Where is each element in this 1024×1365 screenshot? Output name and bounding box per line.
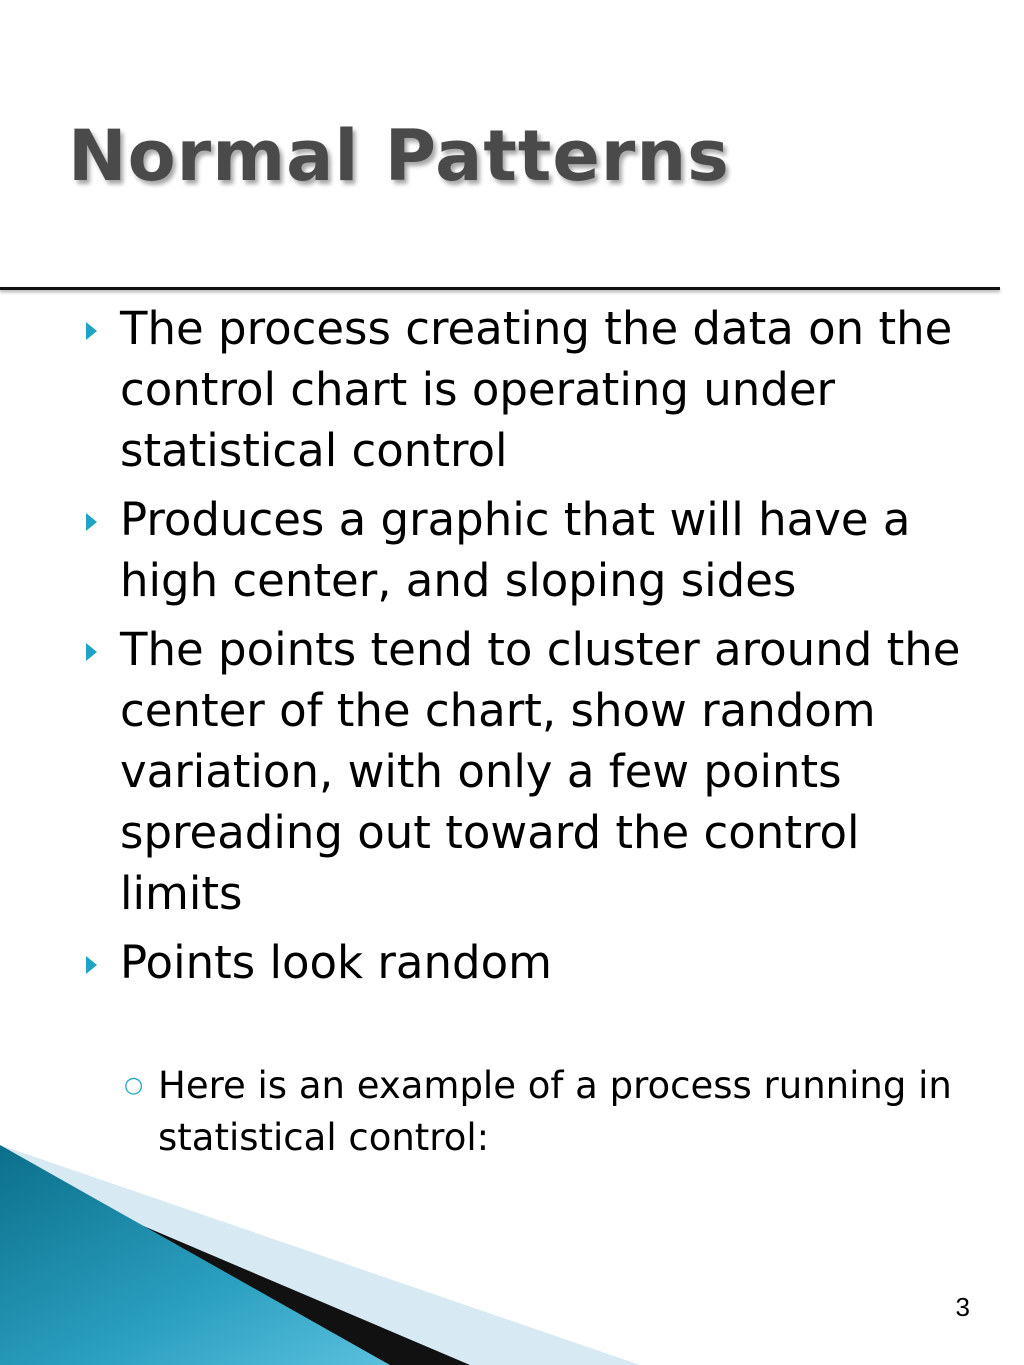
triangle-right-icon <box>86 956 97 974</box>
title-divider <box>0 287 1000 290</box>
sub-bullet-text: Here is an example of a process running in statistical control: <box>158 1064 952 1159</box>
bullet-text: Produces a graphic that will have a high center, and sloping sides <box>120 493 911 607</box>
triangle-right-icon <box>86 513 97 531</box>
slide-title: Normal Patterns <box>68 115 730 197</box>
page-number: 3 <box>955 1292 970 1322</box>
bullet-item <box>80 932 980 993</box>
teal-swoosh-shape <box>0 1145 390 1365</box>
triangle-right-icon <box>86 643 97 661</box>
bullet-text: The process creating the data on the control chart is operating under statistical control <box>120 302 953 477</box>
bullet-text: Points look random <box>120 936 552 989</box>
bullet-item <box>80 298 980 481</box>
corner-decoration <box>0 1145 640 1365</box>
bullet-item <box>80 619 980 924</box>
bullet-text: The points tend to cluster around the center of the chart, show random variation, with only a few points spreading out toward the control limits <box>120 623 961 920</box>
bullet-item <box>80 489 980 611</box>
bullet-list <box>80 298 980 1001</box>
ring-bullet-icon: ○ <box>124 1073 144 1098</box>
triangle-right-icon <box>86 322 97 340</box>
